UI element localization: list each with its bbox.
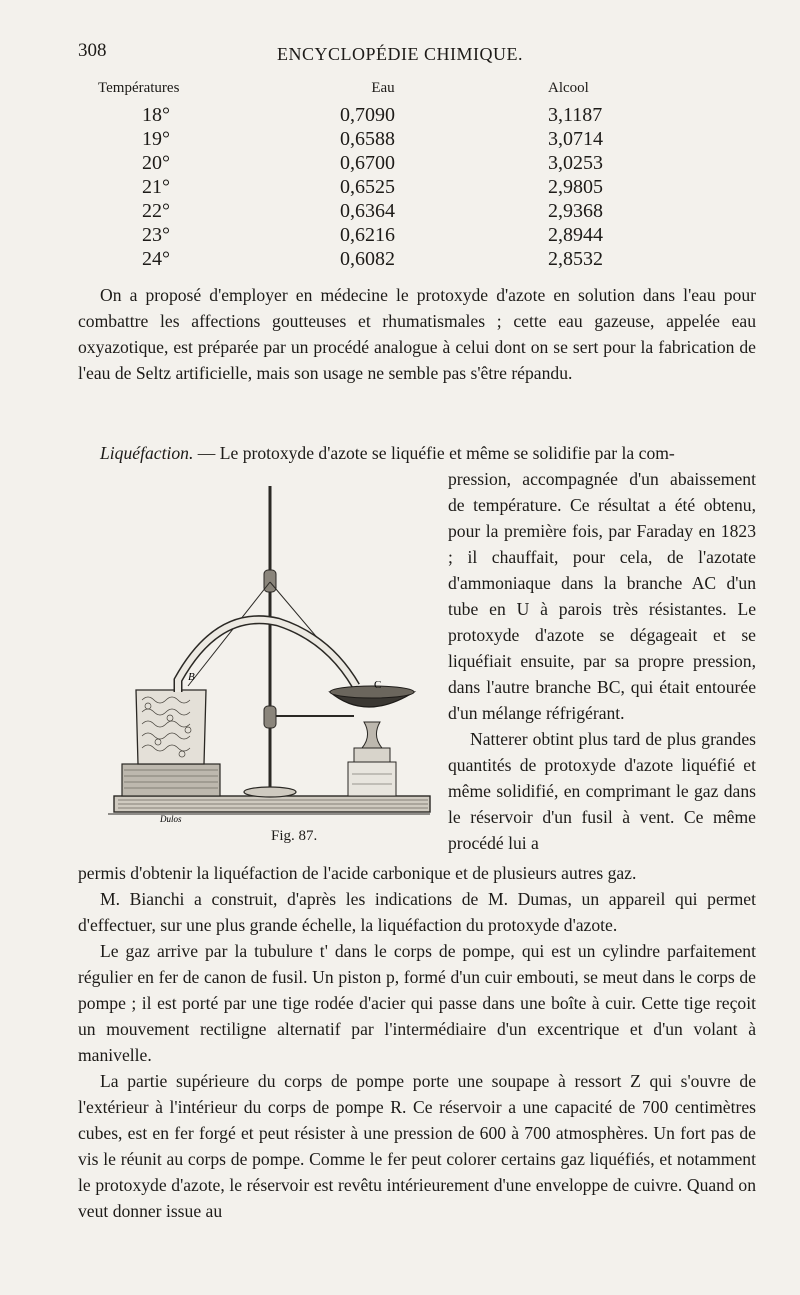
dish-rim [330, 686, 414, 698]
solubility-table [98, 80, 678, 271]
cell-alcool: 2,8532 [548, 248, 603, 270]
paragraph-gas-inlet: Le gaz arrive par la tubulure t' dans le corps de pompe, qui est un cylindre parfaitement régulier en fer de canon de fusil. Un piston p, formé d'un cuir embouti, se meut dans le corps de pompe ; il est porté par une tige rodée d'acier qui passe dans une boîte à cuir. Cette tige reçoit un mouvement rectiligne alternatif par l'intermédiaire d'un excentrique et d'un volant à manivelle. [78, 941, 756, 1065]
col-header-alcool: Alcool [548, 80, 589, 96]
support-string-left [188, 582, 270, 686]
cell-temperature: 21° [142, 176, 170, 198]
liquefaction-first-line [78, 440, 756, 466]
cell-temperature: 20° [142, 152, 170, 174]
page-number: 308 [78, 40, 107, 61]
col-header-temperatures: Températures [98, 80, 180, 96]
cell-eau: 0,6525 [340, 176, 395, 198]
cell-alcool: 3,0714 [548, 128, 603, 150]
table-row [98, 223, 678, 247]
liquefaction-heading: Liquéfaction. [100, 443, 194, 463]
cell-temperature: 23° [142, 224, 170, 246]
cell-alcool: 3,0253 [548, 152, 603, 174]
cell-eau: 0,6700 [340, 152, 395, 174]
engraver-signature: Dulos [160, 814, 182, 824]
table-row [98, 175, 678, 199]
paragraph-bianchi: M. Bianchi a construit, d'après les indications de M. Dumas, un appareil qui permet d'effectuer, sur une plus grande échelle, la liquéfaction du protoxyde d'azote. [78, 889, 756, 935]
figure-caption: Fig. 87. [271, 828, 318, 844]
apparatus-illustration [108, 478, 438, 830]
running-header: ENCYCLOPÉDIE CHIMIQUE. [277, 44, 523, 64]
u-tube-glass [178, 620, 356, 692]
table-row [98, 127, 678, 151]
table-row [98, 199, 678, 223]
liquefaction-continuation: permis d'obtenir la liquéfaction de l'acide carbonique et de plusieurs autres gaz. [78, 863, 637, 883]
table-row [98, 247, 678, 271]
bath-stand [122, 764, 220, 796]
table-row [98, 103, 678, 127]
lamp-body [354, 748, 390, 762]
cell-temperature: 22° [142, 200, 170, 222]
cell-eau: 0,6364 [340, 200, 395, 222]
label-b: B [188, 671, 195, 683]
table-header-row [98, 80, 678, 103]
cell-alcool: 3,1187 [548, 104, 603, 126]
freezing-mixture-vessel [136, 690, 206, 764]
figure-87-apparatus [108, 478, 438, 830]
stand-foot [244, 787, 296, 797]
label-c: C [374, 679, 382, 691]
cell-alcool: 2,8944 [548, 224, 603, 246]
col-header-eau: Eau [371, 80, 395, 96]
cell-alcool: 2,9805 [548, 176, 603, 198]
flame [362, 722, 382, 748]
cell-eau: 0,7090 [340, 104, 395, 126]
paragraph-medical-use: On a proposé d'employer en médecine le protoxyde d'azote en solution dans l'eau pour combattre les affections goutteuses et rhumatismales ; cette eau gazeuse, appelée eau oxyazotique, est préparée par un procédé analogue à celui dont on se sert pour la fabrication de l'eau de Seltz artificielle, mais son usage ne semble pas s'être répandu. [78, 285, 756, 383]
cell-eau: 0,6216 [340, 224, 395, 246]
cell-eau: 0,6588 [340, 128, 395, 150]
natterer-text: Natterer obtint plus tard de plus grandes quantités de protoxyde d'azote liquéfié et même solidifié, en comprimant le gaz dans le réservoir d'un fusil à vent. Ce même procédé lui a [448, 729, 756, 853]
cell-eau: 0,6082 [340, 248, 395, 270]
lamp-base [348, 762, 396, 796]
liquefaction-column-text: pression, accompagnée d'un abaissement de température. Ce résultat a été obtenu, pour la première fois, par Faraday en 1823 ; il chauffait, pour cela, de l'azotate d'ammoniaque dans la branche AC d'un tube en U à parois très résistantes. Le protoxyde d'azote se dégageait et se liquéfiait ensuite, par sa propre pression, dans l'autre branche BC, qui était entourée d'un mélange réfrigérant. [448, 469, 756, 723]
cell-temperature: 19° [142, 128, 170, 150]
liquefaction-column [448, 466, 756, 856]
paragraph-reservoir: La partie supérieure du corps de pompe porte une soupape à ressort Z qui s'ouvre de l'extérieur à l'intérieur du corps de pompe R. Ce réservoir a une capacité de 700 centimètres cubes, est en fer forgé et peut résister à une pression de 600 à 700 atmosphères. Un fort pas de vis le réunit au corps de pompe. Comme le fer peut colorer certains gaz liquéfiés, et notamment le protoxyde d'azote, le réservoir est revêtu intérieurement d'une enveloppe de cuivre. Quand on veut donner issue au [78, 1071, 756, 1221]
cell-temperature: 24° [142, 248, 170, 270]
clamp-lower [264, 706, 276, 728]
cell-temperature: 18° [142, 104, 170, 126]
clamp-upper [264, 570, 276, 592]
cell-alcool: 2,9368 [548, 200, 603, 222]
liquefaction-lead: — Le protoxyde d'azote se liquéfie et même se solidifie par la com- [193, 443, 675, 463]
table-row [98, 151, 678, 175]
